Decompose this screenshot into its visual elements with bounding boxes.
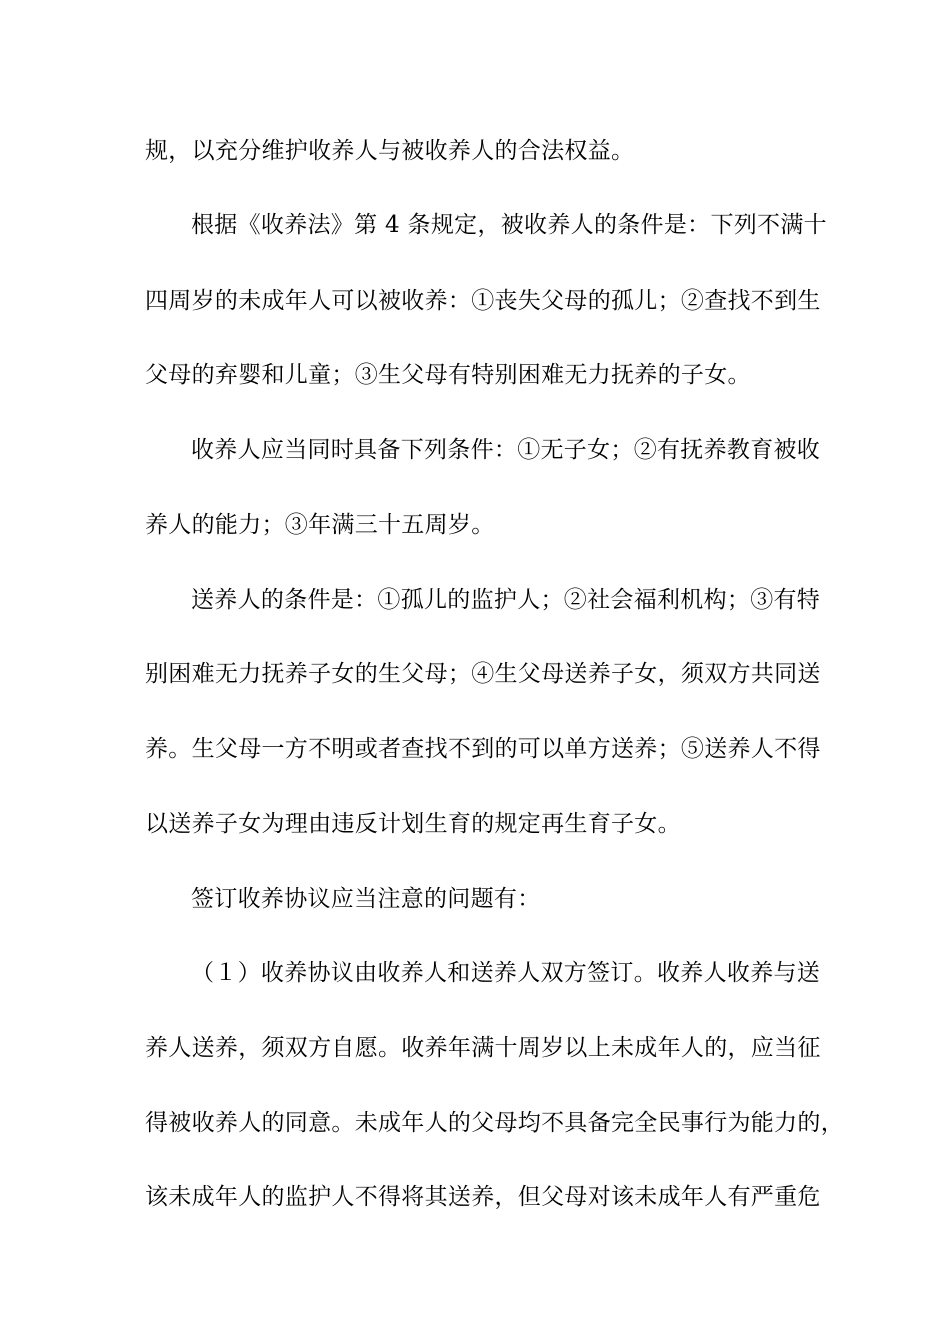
text-line: 养人送养，须双方自愿。收养年满十周岁以上未成年人的，应当征 [145, 1035, 821, 1061]
text-line: 得被收养人的同意。未成年人的父母均不具备完全民事行为能力的， [145, 1110, 844, 1136]
paragraph-first-line: （１）收养协议由收养人和送养人双方签订。收养人收养与送 [191, 960, 821, 986]
text-line: 以送养子女为理由违反计划生育的规定再生育子女。 [145, 811, 681, 837]
text-line: 四周岁的未成年人可以被收养：①丧失父母的孤儿；②查找不到生 [145, 288, 821, 314]
text-line: 养。生父母一方不明或者查找不到的可以单方送养；⑤送养人不得 [145, 736, 821, 762]
paragraph-first-line: 送养人的条件是：①孤儿的监护人；②社会福利机构；③有特 [191, 587, 821, 613]
text-line: 规，以充分维护收养人与被收养人的合法权益。 [145, 138, 635, 164]
paragraph-first-line: 根据《收养法》第 4 条规定，被收养人的条件是：下列不满十 [191, 212, 827, 238]
text-line: 别困难无力抚养子女的生父母；④生父母送养子女，须双方共同送 [145, 661, 821, 687]
paragraph-first-line: 收养人应当同时具备下列条件：①无子女；②有抚养教育被收 [191, 437, 821, 463]
text-line: 父母的弃婴和儿童；③生父母有特别困难无力抚养的子女。 [145, 362, 751, 388]
text-line: 养人的能力；③年满三十五周岁。 [145, 512, 495, 538]
paragraph-first-line: 签订收养协议应当注意的问题有： [191, 886, 541, 912]
text-line: 该未成年人的监护人不得将其送养，但父母对该未成年人有严重危 [145, 1184, 821, 1210]
